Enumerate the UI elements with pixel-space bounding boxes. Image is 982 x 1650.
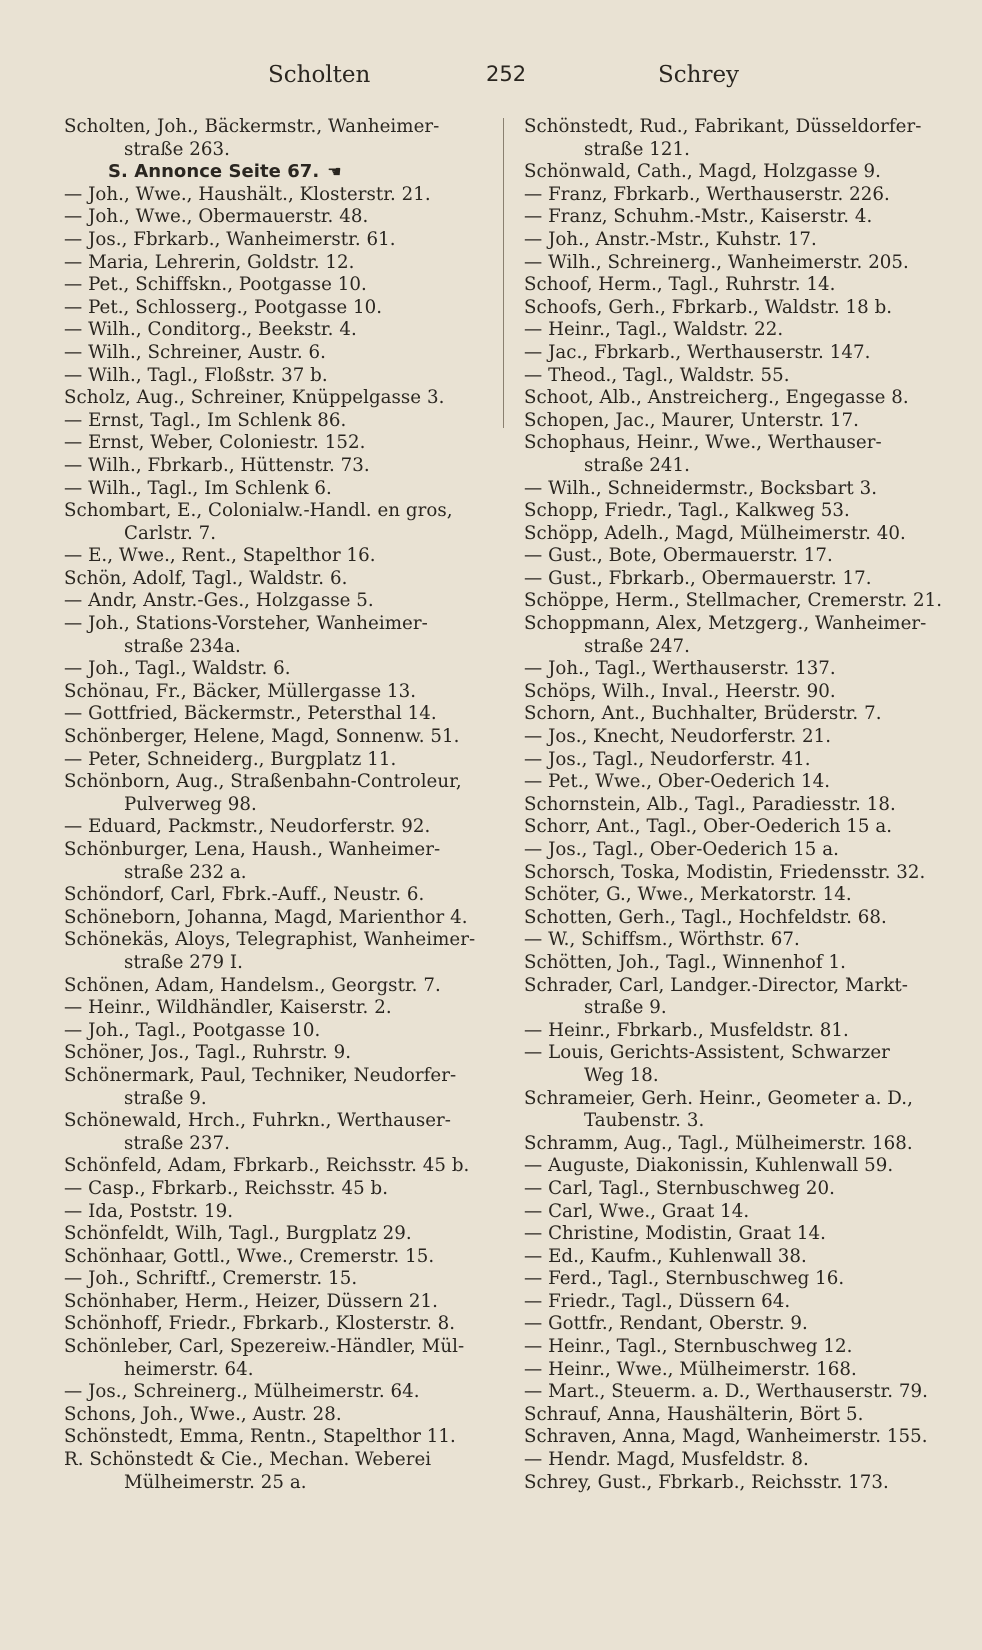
entry-line: Schönstedt, Rud., Fabrikant, Düsseldorfer- (524, 116, 922, 137)
entry-line: — Casp., Fbrkarb., Reichsstr. 45 b. (64, 1177, 389, 1199)
entry-line: — Joh., Wwe., Haushält., Klosterstr. 21. (64, 183, 431, 205)
directory-entry (64, 703, 482, 726)
entry-line: Schönborn, Aug., Straßenbahn-Controleur, (64, 771, 462, 793)
directory-entry (64, 1246, 482, 1269)
directory-entry (64, 161, 482, 184)
directory-entry (524, 297, 954, 320)
entry-line: Schönau, Fr., Bäcker, Müllergasse 13. (64, 680, 417, 702)
entry-line: Schöndorf, Carl, Fbrk.-Auff., Neustr. 6. (64, 884, 425, 906)
directory-entry (64, 1020, 482, 1043)
entry-line: Schönhaar, Gottl., Wwe., Cremerstr. 15. (64, 1245, 435, 1267)
entry-line: — Wilh., Tagl., Im Schlenk 6. (64, 477, 332, 499)
entry-line: R. Schönstedt & Cie., Mechan. Weberei (64, 1449, 432, 1471)
directory-entry (524, 1336, 954, 1359)
directory-entry (524, 500, 954, 523)
entry-line: Schönfeld, Adam, Fbrkarb., Reichsstr. 45 b. (64, 1155, 470, 1177)
entry-line: Schopen, Jac., Maurer, Unterstr. 17. (524, 409, 859, 431)
directory-entry (524, 749, 954, 772)
entry-line: — Peter, Schneiderg., Burgplatz 11. (64, 748, 397, 770)
directory-entry (64, 771, 482, 816)
directory-entry (64, 1065, 482, 1110)
entry-line: Schönewald, Hrch., Fuhrkn., Werthauser- (64, 1110, 451, 1132)
entry-line: — Friedr., Tagl., Düssern 64. (524, 1290, 791, 1312)
directory-entry (524, 907, 954, 930)
entry-line: — Jos., Schreinerg., Mülheimerstr. 64. (64, 1381, 420, 1403)
directory-entry (524, 1201, 954, 1224)
page-number: 252 (486, 62, 527, 86)
directory-entry (64, 116, 482, 161)
directory-entry (64, 658, 482, 681)
directory-entry (524, 410, 954, 433)
entry-line: — Joh., Tagl., Waldstr. 6. (64, 658, 291, 680)
entry-line: Schombart, E., Colonialw.-Handl. en gros, (64, 500, 453, 522)
entry-line: — Ernst, Tagl., Im Schlenk 86. (64, 409, 347, 431)
entry-line: — Heinr., Fbrkarb., Musfeldstr. 81. (524, 1019, 849, 1041)
directory-entry (64, 929, 482, 974)
entry-line: Schönburger, Lena, Haush., Wanheimer- (64, 839, 441, 860)
directory-entry (64, 1201, 482, 1224)
directory-entry (524, 1223, 954, 1246)
directory-entry (524, 1449, 954, 1472)
entry-continuation: straße 237. (124, 1132, 230, 1154)
directory-entry (64, 1268, 482, 1291)
directory-entry (64, 365, 482, 388)
entry-line: — Mart., Steuerm. a. D., Werthauserstr. 79. (524, 1381, 928, 1403)
directory-entry (524, 387, 954, 410)
directory-entry (524, 1268, 954, 1291)
directory-entry (524, 229, 954, 252)
directory-entry (64, 1381, 482, 1404)
directory-entry (64, 749, 482, 772)
directory-entry (524, 794, 954, 817)
header-left-keyword: Scholten (268, 62, 371, 88)
right-column (524, 116, 954, 1494)
entry-line: Schoof, Herm., Tagl., Ruhrstr. 14. (524, 274, 836, 296)
directory-entry (64, 839, 482, 884)
entry-line: Schoofs, Gerh., Fbrkarb., Waldstr. 18 b. (524, 296, 893, 318)
directory-entry (64, 1155, 482, 1178)
directory-entry (524, 1088, 954, 1133)
entry-line: — Jos., Fbrkarb., Wanheimerstr. 61. (64, 228, 396, 250)
directory-entry (524, 184, 954, 207)
directory-entry (524, 523, 954, 546)
directory-entry (524, 839, 954, 862)
directory-entry (524, 1313, 954, 1336)
entry-line: Schramm, Aug., Tagl., Mülheimerstr. 168. (524, 1132, 913, 1154)
entry-line: — Jac., Fbrkarb., Werthauserstr. 147. (524, 341, 871, 363)
entry-line: Schrader, Carl, Landger.-Director, Markt- (524, 974, 908, 996)
directory-entry (64, 884, 482, 907)
directory-entry (524, 862, 954, 885)
entry-line: — Joh., Tagl., Werthauserstr. 137. (524, 658, 836, 680)
entry-line: Schorn, Ant., Buchhalter, Brüderstr. 7. (524, 703, 882, 725)
entry-line: Schönhaber, Herm., Heizer, Düssern 21. (64, 1290, 438, 1312)
directory-entry (64, 455, 482, 478)
entry-line: Schönfeldt, Wilh, Tagl., Burgplatz 29. (64, 1223, 412, 1245)
annonce-reference: S. Annonce Seite 67. ☚ (108, 161, 342, 183)
directory-entry (524, 1359, 954, 1382)
header-right-keyword: Schrey (658, 62, 740, 88)
directory-entry (64, 1178, 482, 1201)
directory-entry (64, 590, 482, 613)
entry-line: — Heinr., Tagl., Waldstr. 22. (524, 319, 784, 341)
entry-continuation: straße 234a. (124, 635, 241, 657)
directory-entry (524, 116, 954, 161)
entry-line: — Ed., Kaufm., Kuhlenwall 38. (524, 1245, 807, 1267)
entry-continuation: straße 232 a. (124, 861, 247, 883)
entry-line: — Ferd., Tagl., Sternbuschweg 16. (524, 1268, 845, 1290)
directory-entry (524, 771, 954, 794)
directory-entry (524, 1178, 954, 1201)
entry-line: Schöter, G., Wwe., Merkatorstr. 14. (524, 884, 852, 906)
directory-entry (524, 816, 954, 839)
directory-entry (524, 568, 954, 591)
directory-entry (524, 478, 954, 501)
entry-line: — Joh., Wwe., Obermauerstr. 48. (64, 206, 369, 228)
entry-continuation: straße 121. (584, 138, 690, 160)
entry-line: Schönen, Adam, Handelsm., Georgstr. 7. (64, 974, 441, 996)
entry-continuation: Taubenstr. 3. (584, 1110, 705, 1132)
entry-line: — Louis, Gerichts-Assistent, Schwarzer (524, 1042, 890, 1064)
entry-line: — Wilh., Conditorg., Beekstr. 4. (64, 319, 357, 341)
directory-entry (524, 590, 954, 613)
directory-entry (64, 613, 482, 658)
entry-line: Schorsch, Toska, Modistin, Friedensstr. 32. (524, 861, 926, 883)
directory-entry (64, 907, 482, 930)
entry-line: — Jos., Tagl., Neudorferstr. 41. (524, 748, 811, 770)
entry-line: Schöneborn, Johanna, Magd, Marienthor 4. (64, 906, 468, 928)
left-column (64, 116, 482, 1494)
directory-entry (64, 184, 482, 207)
directory-entry (64, 478, 482, 501)
directory-entry (524, 365, 954, 388)
page-header (0, 62, 982, 102)
entry-continuation: Carlstr. 7. (124, 522, 217, 544)
entry-line: — Joh., Schriftf., Cremerstr. 15. (64, 1268, 358, 1290)
directory-entry (64, 1426, 482, 1449)
entry-line: — Ida, Poststr. 19. (64, 1200, 234, 1222)
directory-entry (524, 1381, 954, 1404)
entry-line: — Maria, Lehrerin, Goldstr. 12. (64, 251, 355, 273)
directory-entry (64, 1110, 482, 1155)
directory-entry (524, 1291, 954, 1314)
directory-entry (524, 1246, 954, 1269)
entry-continuation: Mülheimerstr. 25 a. (124, 1471, 307, 1493)
entry-line: — Gottfr., Rendant, Oberstr. 9. (524, 1313, 808, 1335)
directory-entry (64, 726, 482, 749)
directory-entry (524, 342, 954, 365)
directory-entry (64, 500, 482, 545)
directory-entry (64, 410, 482, 433)
entry-line: — Wilh., Fbrkarb., Hüttenstr. 73. (64, 454, 370, 476)
directory-entry (64, 681, 482, 704)
entry-line: — Joh., Anstr.-Mstr., Kuhstr. 17. (524, 228, 817, 250)
entry-line: — Christine, Modistin, Graat 14. (524, 1223, 826, 1245)
entry-line: — Pet., Schiffskn., Pootgasse 10. (64, 274, 367, 296)
entry-line: Schöppe, Herm., Stellmacher, Cremerstr. 21. (524, 590, 943, 612)
directory-entry (524, 681, 954, 704)
entry-line: Schöner, Jos., Tagl., Ruhrstr. 9. (64, 1042, 352, 1064)
entry-line: — Heinr., Wwe., Mülheimerstr. 168. (524, 1358, 857, 1380)
entry-continuation: straße 9. (124, 1087, 207, 1109)
entry-line: — Carl, Wwe., Graat 14. (524, 1200, 750, 1222)
directory-entry (64, 1313, 482, 1336)
entry-line: — Gust., Fbrkarb., Obermauerstr. 17. (524, 567, 872, 589)
entry-line: — Gust., Bote, Obermauerstr. 17. (524, 545, 833, 567)
entry-line: — Franz, Fbrkarb., Werthauserstr. 226. (524, 183, 890, 205)
directory-entry (524, 658, 954, 681)
directory-entry (64, 319, 482, 342)
entry-line: — Heinr., Wildhändler, Kaiserstr. 2. (64, 997, 392, 1019)
entry-line: — Pet., Wwe., Ober-Oederich 14. (524, 771, 831, 793)
directory-entry (64, 229, 482, 252)
entry-line: Schornstein, Alb., Tagl., Paradiesstr. 18. (524, 793, 896, 815)
entry-line: Schönstedt, Emma, Rentn., Stapelthor 11. (64, 1426, 456, 1448)
entry-continuation: straße 9. (584, 997, 667, 1019)
entry-line: — W., Schiffsm., Wörthstr. 67. (524, 929, 800, 951)
directory-entry (64, 387, 482, 410)
entry-line: — Jos., Tagl., Ober-Oederich 15 a. (524, 839, 839, 860)
directory-entry (524, 1155, 954, 1178)
entry-line: — Joh., Tagl., Pootgasse 10. (64, 1019, 321, 1041)
directory-entry (524, 1404, 954, 1427)
directory-entry (64, 1449, 482, 1494)
entry-line: — Wilh., Schneidermstr., Bocksbart 3. (524, 477, 878, 499)
entry-line: Schötten, Joh., Tagl., Winnenhof 1. (524, 951, 847, 973)
entry-continuation: straße 247. (584, 635, 690, 657)
column-divider (503, 118, 504, 428)
entry-line: — Hendr. Magd, Musfeldstr. 8. (524, 1449, 809, 1471)
directory-entry (524, 929, 954, 952)
entry-line: — Franz, Schuhm.-Mstr., Kaiserstr. 4. (524, 206, 873, 228)
entry-line: Scholz, Aug., Schreiner, Knüppelgasse 3. (64, 387, 445, 409)
entry-line: Schönleber, Carl, Spezereiw.-Händler, Mül- (64, 1336, 465, 1358)
entry-line: Schrey, Gust., Fbrkarb., Reichsstr. 173. (524, 1471, 889, 1493)
directory-entry (524, 726, 954, 749)
directory-entry (64, 274, 482, 297)
directory-entry (524, 1042, 954, 1087)
directory-entry (524, 1426, 954, 1449)
directory-entry (524, 252, 954, 275)
entry-line: Scholten, Joh., Bäckermstr., Wanheimer- (64, 116, 440, 137)
entry-line: — E., Wwe., Rent., Stapelthor 16. (64, 545, 376, 567)
entry-continuation: Weg 18. (584, 1064, 659, 1086)
directory-entry (524, 274, 954, 297)
entry-continuation: straße 279 I. (124, 951, 243, 973)
directory-entry (524, 319, 954, 342)
entry-continuation: straße 263. (124, 138, 230, 160)
entry-line: Schorr, Ant., Tagl., Ober-Oederich 15 a. (524, 816, 893, 838)
entry-line: Schönberger, Helene, Magd, Sonnenw. 51. (64, 726, 460, 748)
directory-entry (64, 1223, 482, 1246)
directory-entry (64, 252, 482, 275)
directory-entry (64, 206, 482, 229)
entry-line: Schön, Adolf, Tagl., Waldstr. 6. (64, 567, 348, 589)
directory-entry (524, 545, 954, 568)
directory-entry (64, 297, 482, 320)
entry-line: Schoppmann, Alex, Metzgerg., Wanheimer- (524, 613, 927, 635)
directory-entry (524, 206, 954, 229)
entry-line: Schophaus, Heinr., Wwe., Werthauser- (524, 432, 882, 454)
entry-line: Schrauf, Anna, Haushälterin, Bört 5. (524, 1403, 864, 1425)
entry-continuation: straße 241. (584, 454, 690, 476)
directory-entry (64, 568, 482, 591)
entry-line: Schöps, Wilh., Inval., Heerstr. 90. (524, 680, 836, 702)
entry-line: Schrameier, Gerh. Heinr., Geometer a. D., (524, 1087, 913, 1109)
directory-entry (524, 613, 954, 658)
entry-line: Schons, Joh., Wwe., Austr. 28. (64, 1403, 342, 1425)
entry-line: — Pet., Schlosserg., Pootgasse 10. (64, 296, 383, 318)
entry-line: Schönwald, Cath., Magd, Holzgasse 9. (524, 161, 881, 183)
entry-line: — Wilh., Schreiner, Austr. 6. (64, 341, 326, 363)
entry-continuation: Pulverweg 98. (124, 793, 257, 815)
entry-line: — Andr, Anstr.-Ges., Holzgasse 5. (64, 590, 374, 612)
entry-line: — Heinr., Tagl., Sternbuschweg 12. (524, 1336, 853, 1358)
directory-entry (524, 975, 954, 1020)
directory-entry (64, 997, 482, 1020)
entry-line: — Wilh., Schreinerg., Wanheimerstr. 205. (524, 251, 909, 273)
directory-entry (524, 1020, 954, 1043)
directory-entry (64, 1042, 482, 1065)
directory-entry (64, 816, 482, 839)
entry-line: — Auguste, Diakonissin, Kuhlenwall 59. (524, 1155, 894, 1177)
entry-line: Schraven, Anna, Magd, Wanheimerstr. 155. (524, 1426, 928, 1448)
entry-line: Schoot, Alb., Anstreicherg., Engegasse 8. (524, 387, 909, 409)
directory-entry (524, 1133, 954, 1156)
directory-entry (524, 952, 954, 975)
entry-line: Schotten, Gerh., Tagl., Hochfeldstr. 68. (524, 906, 887, 928)
pointing-hand-icon: ☚ (327, 162, 342, 182)
entry-line: — Joh., Stations-Vorsteher, Wanheimer- (64, 613, 428, 635)
directory-entry (64, 342, 482, 365)
entry-line: Schönermark, Paul, Techniker, Neudorfer- (64, 1064, 457, 1086)
entry-line: Schopp, Friedr., Tagl., Kalkweg 53. (524, 500, 850, 522)
directory-entry (524, 703, 954, 726)
directory-entry (524, 1472, 954, 1495)
directory-entry (64, 1291, 482, 1314)
directory-entry (524, 161, 954, 184)
entry-line: Schönhoff, Friedr., Fbrkarb., Klosterstr. 8. (64, 1313, 456, 1335)
entry-line: — Ernst, Weber, Coloniestr. 152. (64, 432, 366, 454)
entry-line: — Wilh., Tagl., Floßstr. 37 b. (64, 364, 328, 386)
directory-entry (64, 1404, 482, 1427)
entry-line: — Eduard, Packmstr., Neudorferstr. 92. (64, 816, 431, 838)
entry-line: — Carl, Tagl., Sternbuschweg 20. (524, 1177, 835, 1199)
entry-line: Schönekäs, Aloys, Telegraphist, Wanheimer- (64, 929, 476, 951)
directory-entry (64, 975, 482, 998)
entry-line: — Jos., Knecht, Neudorferstr. 21. (524, 726, 832, 748)
directory-entry (64, 1336, 482, 1381)
entry-line: — Theod., Tagl., Waldstr. 55. (524, 364, 790, 386)
directory-entry (64, 432, 482, 455)
entry-line: — Gottfried, Bäckermstr., Petersthal 14. (64, 703, 437, 725)
entry-line: Schöpp, Adelh., Magd, Mülheimerstr. 40. (524, 522, 906, 544)
entry-continuation: heimerstr. 64. (124, 1358, 254, 1380)
directory-entry (524, 884, 954, 907)
directory-entry (64, 545, 482, 568)
directory-entry (524, 432, 954, 477)
